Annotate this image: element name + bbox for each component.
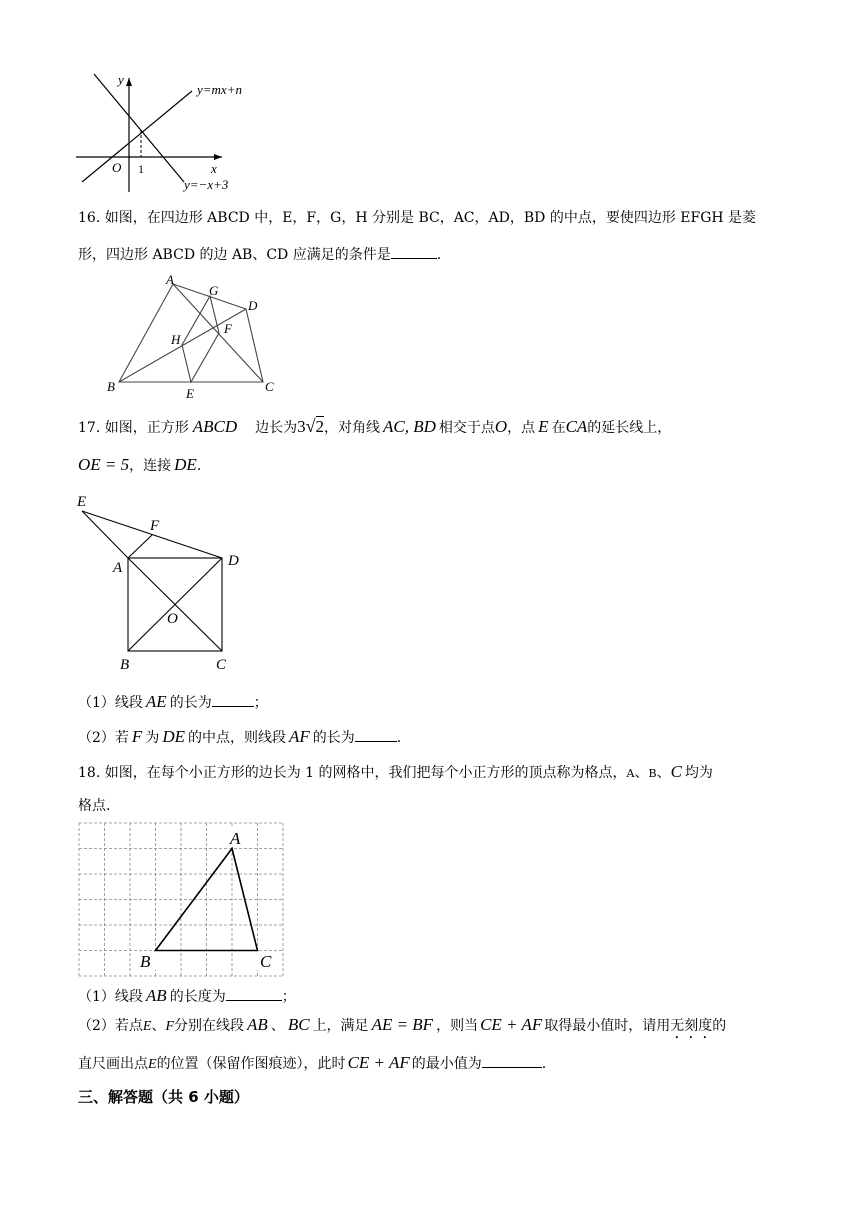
vertex-D: D <box>228 553 239 569</box>
point-E: E <box>77 494 87 510</box>
q16-stem-1: 如图，在四边形 ABCD 中，E，F，G，H 分别是 BC，AC，AD，BD 的中点，要使四边形 EFGH 是菱 <box>104 210 757 226</box>
math-diagonals: AC, BD <box>383 417 436 436</box>
q16-stem-2: 形，四边形 ABCD 的边 AB、CD 应满足的条件是 <box>78 247 391 263</box>
text: 直尺画出点 <box>78 1056 148 1072</box>
text: 相交于点 <box>438 420 495 436</box>
answer-blank[interactable] <box>355 727 397 742</box>
text: （2）若点 <box>78 1018 143 1034</box>
vertex-A: A <box>166 272 174 287</box>
text: 的 <box>712 1018 727 1034</box>
text: 分别在线段 <box>174 1018 245 1034</box>
q18-sub1 <box>78 986 296 1007</box>
square-figure <box>74 490 254 675</box>
math-coef: 3 <box>297 417 306 436</box>
math-square: ABCD <box>192 417 238 436</box>
math-OE: OE = 5 <box>78 455 130 474</box>
text: 如图，在每个小正方形的边长为 1 的网格中，我们把每个小正方形的顶点称为格点， <box>104 765 627 781</box>
q17-sub1 <box>78 692 268 713</box>
answer-blank[interactable] <box>391 244 437 259</box>
text: 均为 <box>684 765 713 781</box>
vertex-C: C <box>265 379 274 394</box>
point-H: H <box>171 332 181 347</box>
math-DE: DE <box>162 727 185 746</box>
grid-triangle-figure <box>76 820 288 980</box>
quadrilateral-figure <box>104 272 284 402</box>
line-graph-figure <box>76 70 266 194</box>
text: （2）若 <box>78 730 129 746</box>
text: 边长为 <box>255 420 298 436</box>
q18-text-line2: 格点. <box>78 798 111 814</box>
label-C: C <box>670 762 682 781</box>
text: . <box>541 1056 547 1072</box>
math-AE: AE <box>145 692 167 711</box>
math-O: O <box>494 417 508 436</box>
text: 、 <box>151 1018 166 1034</box>
vertex-B: B <box>120 657 130 673</box>
math-AF: AF <box>288 727 310 746</box>
text: 上，满足 <box>312 1018 369 1034</box>
math-CE-plus-AF: CE + AF <box>347 1053 410 1072</box>
y-axis-label: y <box>118 72 124 87</box>
text: 为 <box>145 730 160 746</box>
point-E: E <box>186 386 194 401</box>
text: 、 <box>634 765 649 781</box>
answer-blank[interactable] <box>212 692 254 707</box>
center-O: O <box>167 611 178 627</box>
text: 的位置（保留作图痕迹），此时 <box>156 1056 346 1072</box>
vertex-A: A <box>113 560 123 576</box>
math-F: F <box>165 1019 175 1034</box>
line-label-neg-x-3: y=−x+3 <box>184 177 229 192</box>
vertex-C: C <box>216 657 227 673</box>
text: . <box>396 730 402 746</box>
vertex-B: B <box>107 379 115 394</box>
math-F: F <box>131 727 143 746</box>
x-axis-label: x <box>211 161 217 176</box>
text: 如图，正方形 <box>104 420 189 436</box>
text: 的长为 <box>312 730 355 746</box>
q17-text-line2 <box>78 455 201 476</box>
math-E: E <box>148 1057 157 1072</box>
math-CE-plus-AF: CE + AF <box>480 1015 543 1034</box>
q18-number: 18. <box>78 765 101 781</box>
text: ，点 <box>507 420 536 436</box>
section-heading: 三、解答题（共 6 小题） <box>78 1088 249 1106</box>
line-label-mx-n: y=mx+n <box>197 82 242 97</box>
text: 在 <box>551 420 566 436</box>
text: 的延长线上， <box>587 420 672 436</box>
tick-label-1: 1 <box>138 162 144 176</box>
math-AB: AB <box>247 1015 268 1034</box>
text: （1）线段 <box>78 989 143 1005</box>
math-CA: CA <box>565 417 588 436</box>
text: ，则当 <box>436 1018 479 1034</box>
math-AB: AB <box>145 986 167 1005</box>
q16-number: 16. <box>78 210 101 226</box>
q18-sub2-line2 <box>78 1053 546 1075</box>
q18-text-line1 <box>78 762 713 784</box>
label-A: A <box>626 767 635 780</box>
q16-text-line1 <box>78 208 756 228</box>
vertex-C: C <box>260 952 272 971</box>
text: 的最小值为 <box>411 1056 482 1072</box>
text: 的中点，则线段 <box>187 730 286 746</box>
text: ，连接 <box>129 458 172 474</box>
q16-text-line2 <box>78 244 441 265</box>
vertex-A: A <box>230 829 241 848</box>
answer-blank[interactable] <box>226 986 282 1001</box>
text: 、 <box>270 1018 285 1034</box>
q18-sub2 <box>78 1015 726 1042</box>
math-E: E <box>142 1019 152 1034</box>
origin-label: O <box>112 160 122 175</box>
math-radicand: 2 <box>315 417 324 436</box>
text: 的长度为 <box>169 989 226 1005</box>
q17-sub2 <box>78 727 401 748</box>
text: ； <box>253 695 268 711</box>
period: . <box>436 247 442 263</box>
vertex-D: D <box>248 298 258 313</box>
text: 取得最小值时，请用 <box>544 1018 671 1034</box>
point-F: F <box>150 518 160 534</box>
q17-text-line1: 17. 如图，正方形 ABCD 边长为3√2，对角线 AC, BD 相交于点O，点 E 在CA的延长线上， <box>78 416 672 436</box>
text: 的长为 <box>169 695 212 711</box>
point-F: F <box>224 321 232 336</box>
math-DE: DE <box>174 455 197 474</box>
text: （1）线段 <box>78 695 143 711</box>
emphasis-no-scale: 无刻度 <box>670 1018 713 1034</box>
math-E: E <box>538 417 549 436</box>
q17-number: 17. <box>78 420 101 436</box>
text: . <box>196 458 202 474</box>
vertex-B: B <box>140 952 151 971</box>
text: ，对角线 <box>324 420 380 436</box>
point-G: G <box>209 283 219 298</box>
label-B: B <box>648 767 657 780</box>
math-BC: BC <box>287 1015 310 1034</box>
text: 、 <box>656 765 671 781</box>
text: ； <box>281 989 296 1005</box>
answer-blank[interactable] <box>482 1053 542 1068</box>
math-AE-eq-BF: AE = BF <box>371 1015 434 1034</box>
